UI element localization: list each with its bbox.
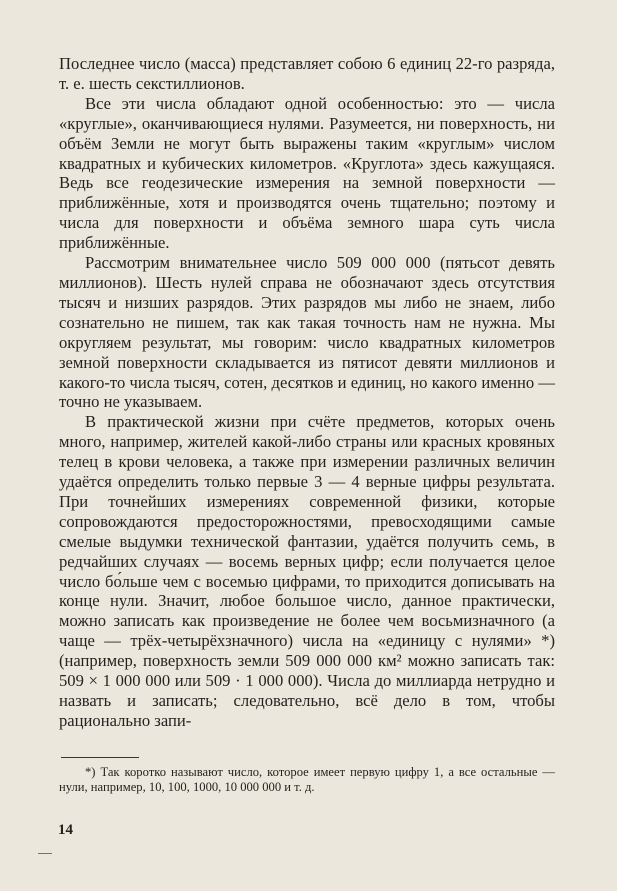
margin-mark xyxy=(38,853,52,854)
paragraph-3: Рассмотрим внимательнее число 509 000 000 (пятьсот девять миллионов). Шесть нулей справа не обозначают здесь отсутствия тысяч и низших разрядов. Этих разрядов мы либо не знаем, либо сознательно не пишем, так как такая точность нам не нужна. Мы округляем результат, мы говорим: число квадратных километров земной поверхности складывается из пятисот девяти миллионов и какого-то числа тысяч, сотен, десятков и единиц, но какого именно — точно не указываем. xyxy=(59,253,555,412)
page-number: 14 xyxy=(58,822,73,838)
paragraph-1: Последнее число (масса) представляет собою 6 единиц 22-го разряда, т. е. шесть секстиллионов. xyxy=(59,54,555,93)
footnote: *) Так коротко называют число, которое имеет первую цифру 1, а все остальные — нули, например, 10, 100, 1000, 10 000 000 и т. д. xyxy=(59,765,555,795)
paragraph-4: В практической жизни при счёте предметов, которых очень много, например, жителей какой-либо страны или красных кровяных телец в крови человека, а также при измерении различных величин удаётся определить только первые 3 — 4 верные цифры результата. При точнейших измерениях современной физики, которые сопровождаются предосторожностями, превосходящими самые смелые выдумки технической фантазии, удаётся получить семь, в редчайших случаях — восемь верных цифр; если получается целое число бо́льше чем с восемью цифрами, то приходится дописывать на конце нули. Значит, любое большое число, данное практически, можно записать как произведение не более чем восьмизначного (а чаще — трёх-четырёхзначного) числа на «единицу с нулями» *) (например, поверхность земли 509 000 000 км² можно записать так: 509 × 1 000 000 или 509 · 1 000 000). Числа до миллиарда нетрудно и назвать и записать; следовательно, всё дело в том, чтобы рационально запи- xyxy=(59,412,555,730)
paragraph-2: Все эти числа обладают одной особенностью: это — числа «круглые», оканчивающиеся нулями. Разумеется, ни поверхность, ни объём Земли не могут быть выражены таким «круглым» числом квадратных и кубических километров. «Круглота» здесь кажущаяся. Ведь все геодезические измерения на земной поверхности — приближённые, хотя и производятся очень тщательно; поэтому и числа для поверхности и объёма земного шара суть числа приближённые. xyxy=(59,93,555,253)
main-text xyxy=(59,54,555,731)
footnote-divider xyxy=(61,757,139,758)
